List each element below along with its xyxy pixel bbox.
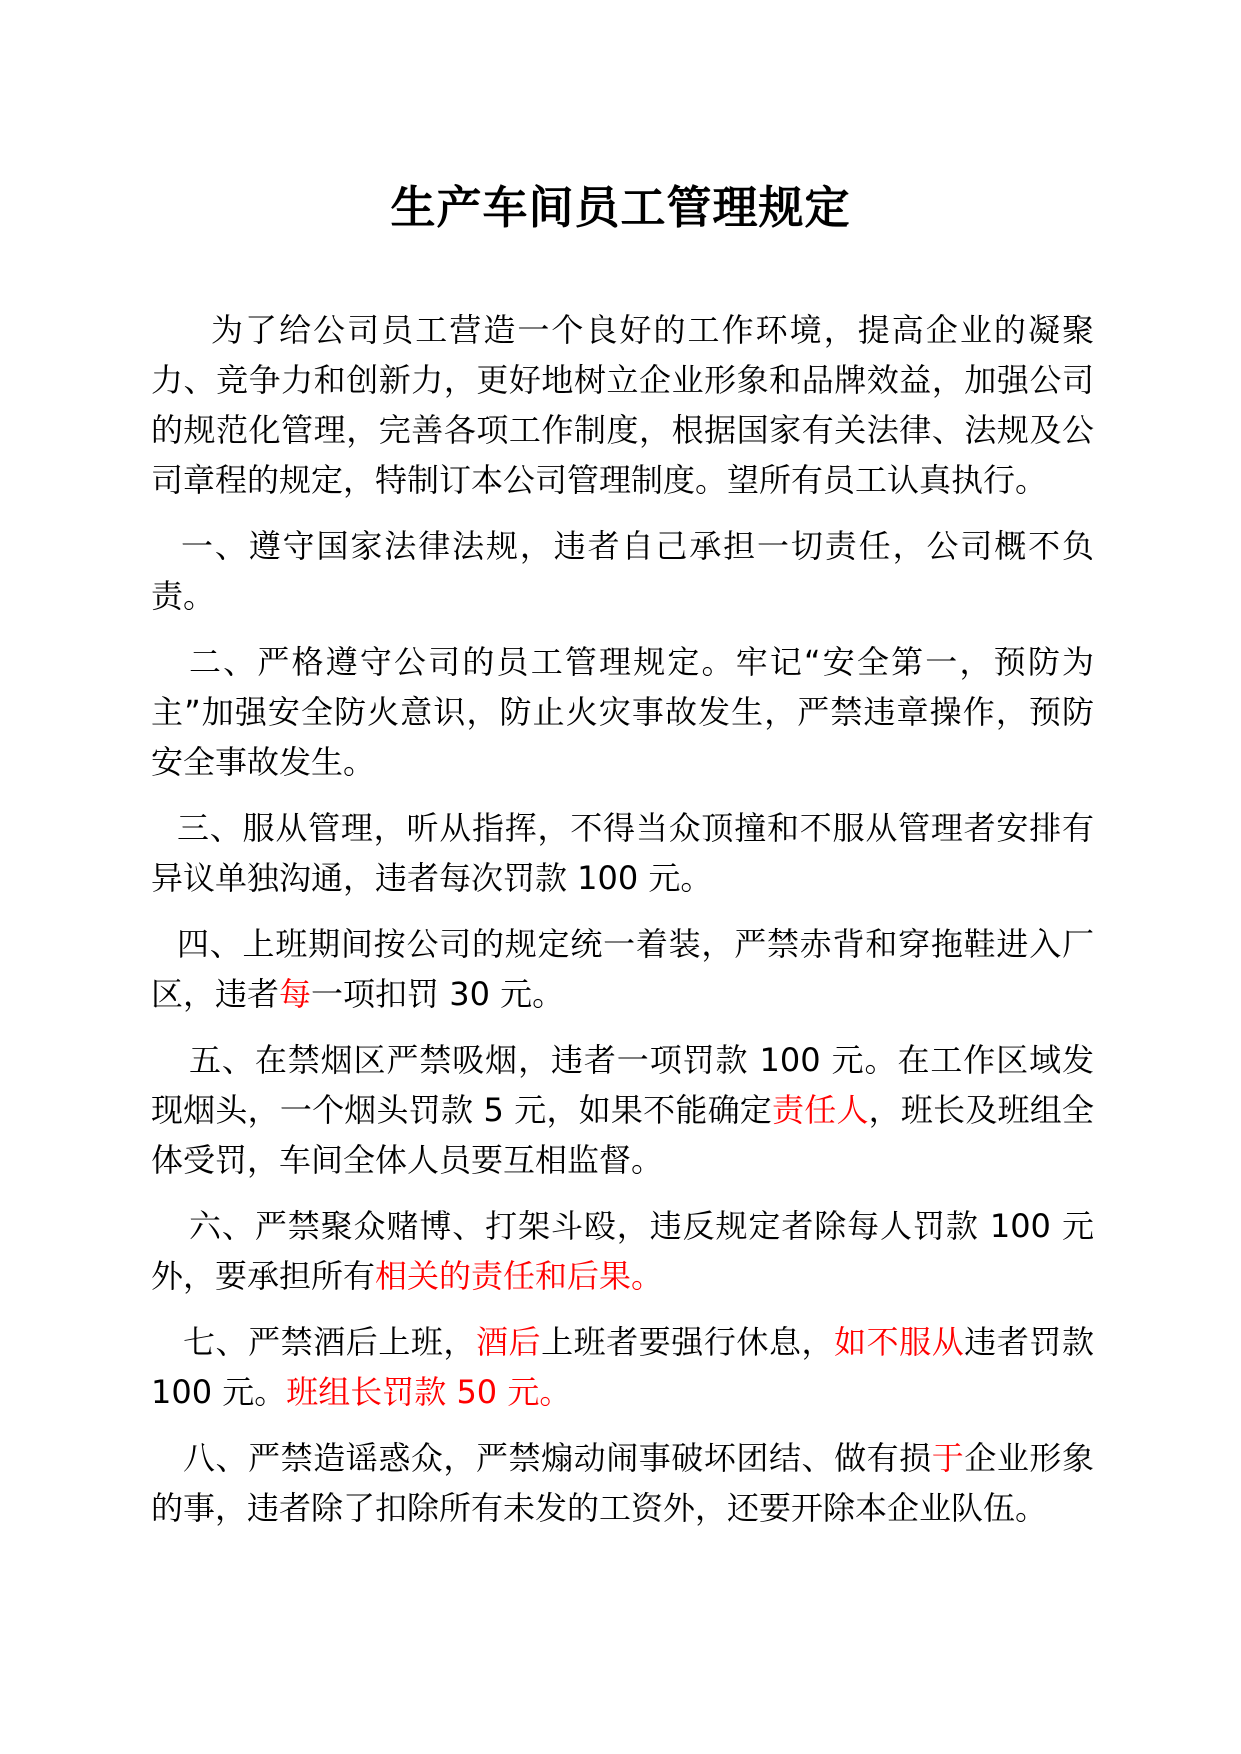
rule-7-text-a: 七、严禁酒后上班， bbox=[183, 1323, 476, 1361]
page-title: 生产车间员工管理规定 bbox=[390, 181, 851, 234]
rule-8-text-a: 八、严禁造谣惑众，严禁煽动闹事破坏团结、做有损 bbox=[183, 1439, 932, 1477]
rule-7-highlight-b: 如不服从 bbox=[834, 1323, 965, 1361]
rule-8 bbox=[151, 1433, 1094, 1533]
rule-5-text-a: 五、在禁烟区严禁吸烟，违者一项罚款 100 元。在工作区域发现烟头，一个烟头罚款 5 元，如果不能确定 bbox=[151, 1041, 1094, 1129]
rule-7-highlight-a: 酒后 bbox=[475, 1323, 542, 1361]
rule-3: 三、服从管理，听从指挥，不得当众顶撞和不服从管理者安排有异议单独沟通，违者每次罚款 100 元。 bbox=[151, 809, 1094, 897]
rule-7-highlight-c: 班组长罚款 50 元。 bbox=[286, 1373, 572, 1411]
rule-5-text-b: ，班长及班组全体受罚，车间全体人员要互相监督。 bbox=[151, 1091, 1094, 1179]
rule-4-text-a: 四、上班期间按公司的规定统一着装，严禁赤背和穿拖鞋进入厂区，违者 bbox=[151, 925, 1094, 1013]
rule-4-highlight: 每 bbox=[279, 975, 312, 1013]
rule-6 bbox=[151, 1201, 1094, 1301]
document-body bbox=[151, 305, 1094, 1549]
rule-1: 一、遵守国家法律法规，违者自己承担一切责任，公司概不负责。 bbox=[151, 527, 1094, 615]
rule-6-highlight: 相关的责任和后果。 bbox=[375, 1257, 664, 1295]
rule-2: 二、严格遵守公司的员工管理规定。牢记“安全第一，预防为主”加强安全防火意识，防止火灾事故发生，严禁违章操作，预防安全事故发生。 bbox=[151, 643, 1094, 781]
rule-6-text-a: 六、严禁聚众赌博、打架斗殴，违反规定者除每人罚款 100 元外，要承担所有 bbox=[151, 1207, 1094, 1295]
intro-paragraph: 为了给公司员工营造一个良好的工作环境，提高企业的凝聚力、竞争力和创新力，更好地树立企业形象和品牌效益，加强公司的规范化管理，完善各项工作制度，根据国家有关法律、法规及公司章程的规定，特制订本公司管理制度。望所有员工认真执行。 bbox=[151, 311, 1094, 499]
rule-5-highlight: 责任人 bbox=[772, 1091, 869, 1129]
rule-8-text-b: 企业形象的事，违者除了扣除所有未发的工资外，还要开除本企业队伍。 bbox=[151, 1439, 1094, 1527]
rule-7-text-c: 违者罚款 100 元。 bbox=[151, 1323, 1094, 1411]
rule-5 bbox=[151, 1035, 1094, 1185]
rule-4-text-b: 一项扣罚 30 元。 bbox=[311, 975, 565, 1013]
rule-7 bbox=[151, 1317, 1094, 1417]
rule-4 bbox=[151, 919, 1094, 1019]
rule-7-text-b: 上班者要强行休息， bbox=[541, 1323, 835, 1361]
rule-8-highlight: 于 bbox=[931, 1439, 965, 1477]
